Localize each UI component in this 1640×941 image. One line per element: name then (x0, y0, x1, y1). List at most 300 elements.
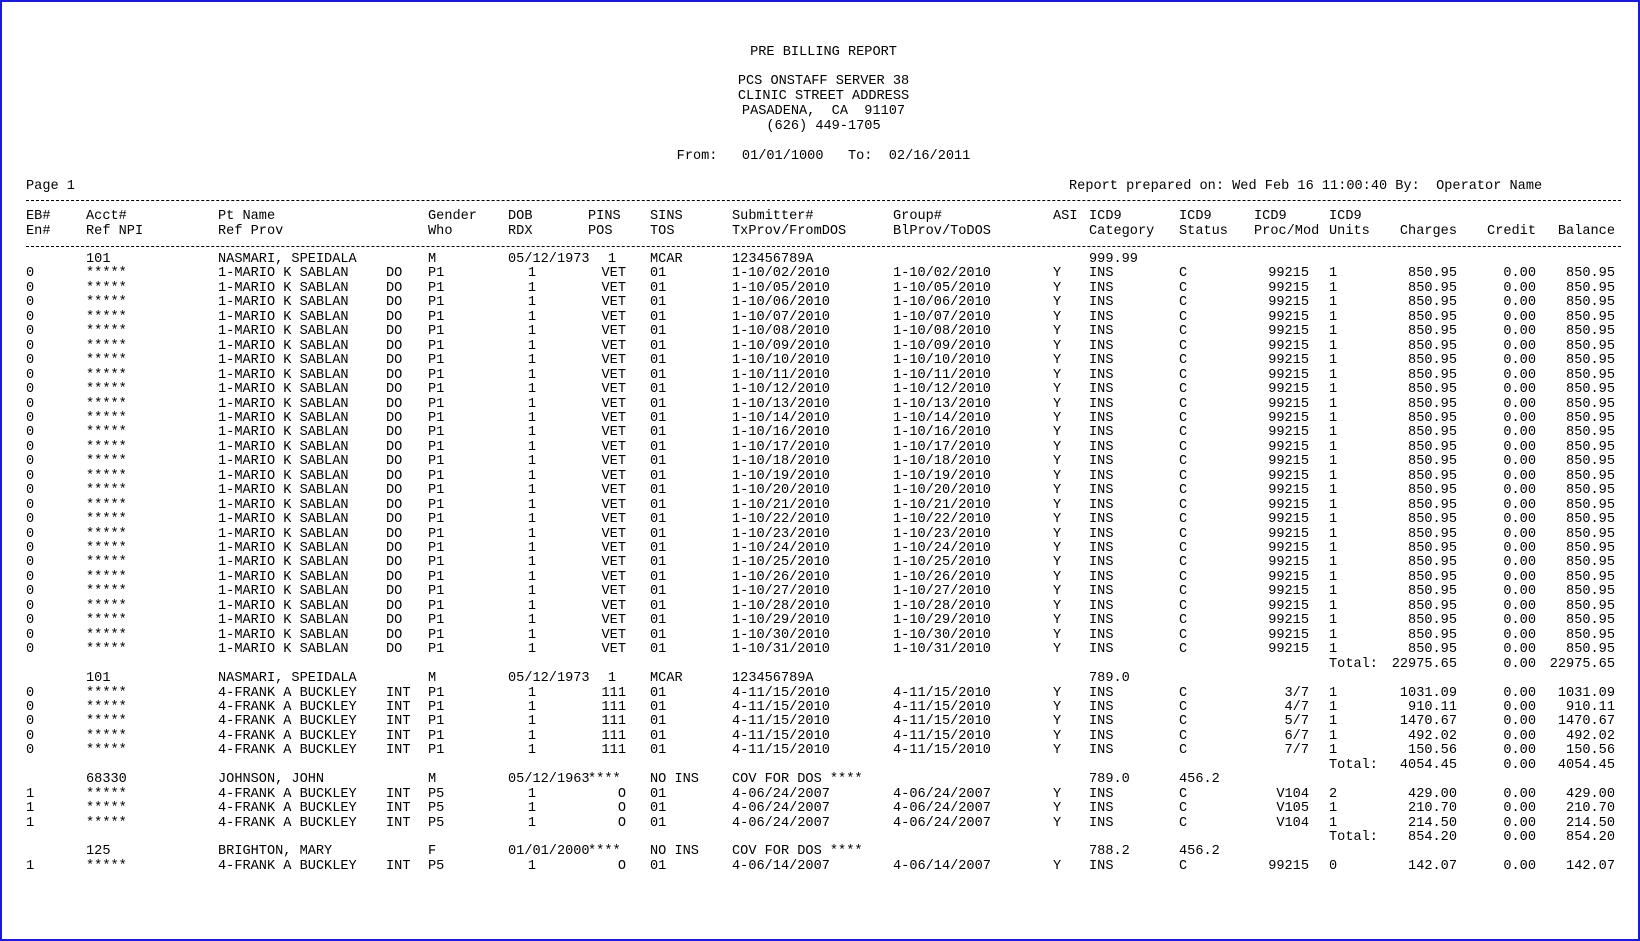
cell-submitter: 1-10/05/2010 (732, 280, 830, 296)
cell-ptname: 1-MARIO K SABLAN (218, 454, 349, 470)
cell-icd9c: 99215 (1268, 295, 1309, 311)
cell-icd9a: INS (1089, 382, 1114, 398)
cell-icd9a: INS (1089, 425, 1114, 441)
cell-icd9a: INS (1089, 699, 1114, 715)
cell-icd9d: 1 (1329, 815, 1338, 831)
cell-sins: MCAR (650, 252, 683, 267)
cell-icd9b: 456.2 (1179, 772, 1220, 788)
cell-charges: 850.95 (1408, 324, 1457, 340)
cell-deg: DO (386, 598, 403, 614)
cell-dob: 1 (527, 699, 536, 715)
cell-gender: P1 (428, 309, 445, 325)
column-header-sins: SINS (650, 209, 683, 224)
cell-acct: ***** (86, 613, 127, 629)
cell-ptname: NASMARI, SPEIDALA (218, 252, 357, 267)
cell-ptname: 1-MARIO K SABLAN (218, 410, 349, 426)
cell-eb: 0 (26, 714, 35, 730)
cell-icd9a: 789.0 (1089, 671, 1130, 687)
cell-gender: P1 (428, 497, 445, 513)
cell-icd9a: INS (1089, 280, 1114, 296)
cell-group: 1-10/06/2010 (893, 295, 991, 311)
cell-eb: 0 (26, 410, 35, 426)
cell-icd9c: 99215 (1268, 367, 1309, 383)
cell-credit: 0.00 (1503, 324, 1536, 340)
cell-charges: 850.95 (1408, 613, 1457, 629)
cell-group: 1-10/31/2010 (893, 642, 991, 658)
cell-deg: DO (386, 425, 403, 441)
cell-icd9a: INS (1089, 858, 1114, 874)
cell-group: 1-10/12/2010 (893, 382, 991, 398)
cell-icd9c: 99215 (1268, 266, 1309, 282)
cell-submitter: 1-10/02/2010 (732, 266, 830, 282)
cell-gender: P5 (428, 815, 445, 831)
cell-sins: 01 (650, 353, 667, 369)
cell-balance: 850.95 (1566, 526, 1615, 542)
cell-group: 1-10/20/2010 (893, 483, 991, 499)
cell-balance: 850.95 (1566, 613, 1615, 629)
cell-icd9c: 99215 (1268, 353, 1309, 369)
cell-group: 1-10/29/2010 (893, 613, 991, 629)
cell-group: 1-10/09/2010 (893, 338, 991, 354)
cell-group: 1-10/30/2010 (893, 627, 991, 643)
cell-credit: 0.00 (1503, 613, 1536, 629)
cell-dob: 1 (527, 728, 536, 744)
cell-credit: 0.00 (1503, 801, 1536, 817)
cell-ptname: 1-MARIO K SABLAN (218, 526, 349, 542)
cell-pins: VET (601, 598, 626, 614)
cell-icd9b: C (1179, 512, 1188, 528)
cell-balance: 850.95 (1566, 280, 1615, 296)
cell-icd9d: 1 (1329, 280, 1338, 296)
cell-credit: 0.00 (1503, 382, 1536, 398)
cell-ptname: 4-FRANK A BUCKLEY (218, 743, 357, 759)
cell-gender: P1 (428, 699, 445, 715)
cell-credit: 0.00 (1503, 526, 1536, 542)
cell-gender: P1 (428, 743, 445, 759)
cell-asi: Y (1053, 786, 1062, 802)
cell-asi: Y (1053, 541, 1062, 556)
cell-eb: 1 (26, 801, 35, 817)
cell-deg: INT (386, 699, 411, 715)
cell-credit: 0.00 (1503, 468, 1536, 484)
cell-asi: Y (1053, 815, 1062, 831)
cell-dob: 1 (527, 512, 536, 528)
cell-acct: ***** (86, 627, 127, 643)
cell-gender: M (428, 772, 437, 788)
cell-eb: 0 (26, 685, 35, 701)
cell-asi: Y (1053, 526, 1062, 542)
cell-icd9c: 7/7 (1284, 743, 1309, 759)
cell-balance: 850.95 (1566, 309, 1615, 325)
cell-sins: MCAR (650, 671, 683, 687)
cell-charges: 850.95 (1408, 410, 1457, 426)
cell-icd9a: INS (1089, 815, 1114, 831)
cell-sins: 01 (650, 598, 667, 614)
cell-icd9d: 1 (1329, 410, 1338, 426)
cell-dob: 1 (527, 382, 536, 398)
cell-icd9d: 1 (1329, 598, 1338, 614)
cell-icd9d: 1 (1329, 627, 1338, 643)
total-charges: 854.20 (1408, 830, 1457, 845)
cell-ptname: 1-MARIO K SABLAN (218, 353, 349, 369)
cell-acct: 68330 (86, 772, 127, 788)
cell-asi: Y (1053, 584, 1062, 600)
cell-sins: 01 (650, 266, 667, 282)
cell-balance: 850.95 (1566, 382, 1615, 398)
cell-balance: 850.95 (1566, 353, 1615, 369)
cell-deg: INT (386, 728, 411, 744)
cell-sins: NO INS (650, 844, 699, 860)
cell-balance: 850.95 (1566, 483, 1615, 499)
cell-gender: P1 (428, 714, 445, 730)
cell-group: 1-10/16/2010 (893, 425, 991, 441)
cell-icd9d: 1 (1329, 569, 1338, 585)
cell-submitter: 123456789A (732, 671, 814, 687)
cell-icd9d: 1 (1329, 512, 1338, 528)
column-header-ptname: Pt Name (218, 209, 276, 224)
cell-submitter: 4-11/15/2010 (732, 728, 830, 744)
cell-icd9d: 1 (1329, 367, 1338, 383)
cell-balance: 850.95 (1566, 266, 1615, 282)
cell-deg: DO (386, 280, 403, 296)
cell-acct: ***** (86, 699, 127, 715)
cell-acct: ***** (86, 728, 127, 744)
cell-asi: Y (1053, 714, 1062, 730)
cell-credit: 0.00 (1503, 569, 1536, 585)
cell-gender: P1 (428, 555, 445, 571)
cell-dob: 1 (527, 541, 536, 556)
cell-icd9b: C (1179, 743, 1188, 759)
cell-dob: 1 (527, 396, 536, 412)
cell-gender: P1 (428, 526, 445, 542)
cell-dob: 1 (527, 338, 536, 354)
cell-icd9b: C (1179, 598, 1188, 614)
cell-dob: 05/12/1973 (508, 252, 590, 267)
cell-eb: 0 (26, 353, 35, 369)
cell-balance: 850.95 (1566, 642, 1615, 658)
cell-submitter: 1-10/23/2010 (732, 526, 830, 542)
column-header-group: BlProv/ToDOS (893, 224, 991, 239)
cell-asi: Y (1053, 338, 1062, 354)
cell-eb: 1 (26, 815, 35, 831)
cell-gender: P1 (428, 295, 445, 311)
cell-sins: 01 (650, 642, 667, 658)
org-phone: (626) 449-1705 (766, 119, 881, 134)
cell-icd9a: INS (1089, 512, 1114, 528)
cell-ptname: 4-FRANK A BUCKLEY (218, 699, 357, 715)
table-row (26, 354, 1621, 369)
cell-icd9a: INS (1089, 526, 1114, 542)
cell-asi: Y (1053, 627, 1062, 643)
cell-dob: 1 (527, 324, 536, 340)
cell-gender: P5 (428, 786, 445, 802)
cell-charges: 850.95 (1408, 266, 1457, 282)
cell-ptname: 4-FRANK A BUCKLEY (218, 786, 357, 802)
cell-icd9c: 99215 (1268, 324, 1309, 340)
cell-acct: ***** (86, 266, 127, 282)
cell-charges: 850.95 (1408, 483, 1457, 499)
report-title: PRE BILLING REPORT (750, 45, 897, 60)
cell-pins: VET (601, 483, 626, 499)
cell-pins: VET (601, 569, 626, 585)
cell-deg: INT (386, 685, 411, 701)
cell-sins: 01 (650, 627, 667, 643)
cell-asi: Y (1053, 483, 1062, 499)
cell-acct: ***** (86, 858, 127, 874)
cell-charges: 142.07 (1408, 858, 1457, 874)
cell-eb: 0 (26, 555, 35, 571)
cell-icd9a: INS (1089, 295, 1114, 311)
cell-deg: DO (386, 555, 403, 571)
cell-deg: DO (386, 541, 403, 556)
cell-icd9a: INS (1089, 743, 1114, 759)
cell-pins: VET (601, 512, 626, 528)
cell-credit: 0.00 (1503, 280, 1536, 296)
cell-icd9d: 2 (1329, 786, 1338, 802)
cell-eb: 0 (26, 512, 35, 528)
patient-header-row (26, 773, 1621, 788)
cell-gender: P1 (428, 569, 445, 585)
cell-eb: 0 (26, 338, 35, 354)
cell-balance: 850.95 (1566, 598, 1615, 614)
cell-credit: 0.00 (1503, 266, 1536, 282)
column-header-sins: TOS (650, 224, 675, 239)
cell-dob: 1 (527, 584, 536, 600)
cell-icd9a: INS (1089, 410, 1114, 426)
patient-header-row (26, 672, 1621, 687)
cell-ptname: 4-FRANK A BUCKLEY (218, 714, 357, 730)
cell-acct: 125 (86, 844, 111, 860)
cell-group: 4-11/15/2010 (893, 728, 991, 744)
cell-dob: 1 (527, 815, 536, 831)
cell-gender: P1 (428, 468, 445, 484)
cell-sins: 01 (650, 555, 667, 571)
cell-eb: 0 (26, 324, 35, 340)
cell-ptname: 1-MARIO K SABLAN (218, 280, 349, 296)
cell-sins: 01 (650, 483, 667, 499)
cell-gender: P1 (428, 598, 445, 614)
cell-icd9c: 99215 (1268, 497, 1309, 513)
cell-sins: 01 (650, 468, 667, 484)
cell-icd9a: INS (1089, 324, 1114, 340)
cell-eb: 0 (26, 396, 35, 412)
cell-acct: ***** (86, 280, 127, 296)
cell-icd9d: 1 (1329, 584, 1338, 600)
cell-asi: Y (1053, 685, 1062, 701)
cell-acct: ***** (86, 295, 127, 311)
cell-icd9c: 99215 (1268, 512, 1309, 528)
cell-eb: 0 (26, 280, 35, 296)
cell-ptname: 1-MARIO K SABLAN (218, 425, 349, 441)
cell-balance: 1031.09 (1557, 685, 1615, 701)
cell-icd9b: C (1179, 555, 1188, 571)
cell-dob: 1 (527, 454, 536, 470)
cell-icd9b: C (1179, 280, 1188, 296)
cell-group: 1-10/11/2010 (893, 367, 991, 383)
cell-submitter: 1-10/27/2010 (732, 584, 830, 600)
cell-pins: O (617, 858, 626, 874)
cell-credit: 0.00 (1503, 295, 1536, 311)
cell-icd9a: INS (1089, 714, 1114, 730)
cell-dob: 1 (527, 266, 536, 282)
cell-credit: 0.00 (1503, 541, 1536, 556)
cell-credit: 0.00 (1503, 699, 1536, 715)
cell-icd9d: 1 (1329, 324, 1338, 340)
cell-icd9a: 789.0 (1089, 772, 1130, 788)
cell-icd9d: 1 (1329, 714, 1338, 730)
org-street: CLINIC STREET ADDRESS (737, 89, 910, 104)
cell-icd9a: INS (1089, 338, 1114, 354)
cell-dob: 1 (527, 497, 536, 513)
cell-credit: 0.00 (1503, 425, 1536, 441)
cell-icd9d: 1 (1329, 613, 1338, 629)
cell-balance: 850.95 (1566, 338, 1615, 354)
cell-pins: 1 (607, 671, 616, 687)
cell-icd9a: INS (1089, 266, 1114, 282)
cell-gender: P1 (428, 512, 445, 528)
column-header-balance: Balance (1557, 224, 1615, 239)
cell-deg: DO (386, 613, 403, 629)
cell-pins: 111 (601, 699, 626, 715)
cell-deg: INT (386, 714, 411, 730)
cell-icd9c: 99215 (1268, 569, 1309, 585)
cell-pins: VET (601, 555, 626, 571)
cell-asi: Y (1053, 728, 1062, 744)
cell-dob: 1 (527, 555, 536, 571)
table-row (26, 513, 1621, 528)
cell-eb: 0 (26, 584, 35, 600)
cell-acct: ***** (86, 367, 127, 383)
cell-dob: 1 (527, 743, 536, 759)
cell-ptname: 1-MARIO K SABLAN (218, 338, 349, 354)
cell-group: 4-11/15/2010 (893, 685, 991, 701)
cell-submitter: 4-06/24/2007 (732, 801, 830, 817)
cell-acct: ***** (86, 786, 127, 802)
cell-icd9c: 99215 (1268, 598, 1309, 614)
cell-eb: 0 (26, 728, 35, 744)
cell-sins: 01 (650, 815, 667, 831)
cell-gender: P1 (428, 454, 445, 470)
cell-charges: 850.95 (1408, 468, 1457, 484)
cell-submitter: 1-10/13/2010 (732, 396, 830, 412)
cell-balance: 429.00 (1566, 786, 1615, 802)
cell-charges: 850.95 (1408, 382, 1457, 398)
cell-deg: DO (386, 396, 403, 412)
cell-asi: Y (1053, 555, 1062, 571)
table-row (26, 643, 1621, 658)
cell-group: 1-10/02/2010 (893, 266, 991, 282)
cell-charges: 850.95 (1408, 584, 1457, 600)
cell-icd9b: 456.2 (1179, 844, 1220, 860)
cell-ptname: 1-MARIO K SABLAN (218, 382, 349, 398)
cell-submitter: 1-10/24/2010 (732, 541, 830, 556)
cell-icd9b: C (1179, 613, 1188, 629)
cell-icd9d: 1 (1329, 353, 1338, 369)
cell-icd9c: 99215 (1268, 382, 1309, 398)
cell-gender: P1 (428, 483, 445, 499)
cell-credit: 0.00 (1503, 439, 1536, 455)
cell-pins: VET (601, 382, 626, 398)
cell-ptname: 1-MARIO K SABLAN (218, 598, 349, 614)
cell-credit: 0.00 (1503, 786, 1536, 802)
cell-eb: 0 (26, 497, 35, 513)
column-header-asi: ASI (1053, 209, 1078, 224)
cell-submitter: 4-06/14/2007 (732, 858, 830, 874)
total-charges: 22975.65 (1391, 656, 1457, 672)
cell-sins: 01 (650, 699, 667, 715)
cell-eb: 0 (26, 743, 35, 759)
cell-pins: VET (601, 584, 626, 600)
cell-pins: 111 (601, 728, 626, 744)
cell-gender: P1 (428, 280, 445, 296)
cell-icd9d: 1 (1329, 338, 1338, 354)
cell-group: 1-10/21/2010 (893, 497, 991, 513)
cell-group: 1-10/07/2010 (893, 309, 991, 325)
cell-submitter: 1-10/20/2010 (732, 483, 830, 499)
cell-pins: 111 (601, 714, 626, 730)
cell-acct: ***** (86, 815, 127, 831)
cell-submitter: 1-10/26/2010 (732, 569, 830, 585)
cell-balance: 150.56 (1566, 743, 1615, 759)
cell-charges: 850.95 (1408, 439, 1457, 455)
cell-sins: 01 (650, 454, 667, 470)
cell-gender: P1 (428, 396, 445, 412)
cell-icd9b: C (1179, 367, 1188, 383)
cell-deg: DO (386, 454, 403, 470)
cell-icd9c: 99215 (1268, 555, 1309, 571)
cell-asi: Y (1053, 801, 1062, 817)
cell-submitter: 1-10/31/2010 (732, 642, 830, 658)
cell-icd9b: C (1179, 295, 1188, 311)
cell-credit: 0.00 (1503, 497, 1536, 513)
cell-icd9c: 99215 (1268, 541, 1309, 556)
cell-deg: INT (386, 815, 411, 831)
cell-gender: P1 (428, 425, 445, 441)
cell-charges: 850.95 (1408, 295, 1457, 311)
cell-sins: 01 (650, 309, 667, 325)
cell-icd9c: 99215 (1268, 410, 1309, 426)
cell-acct: ***** (86, 425, 127, 441)
cell-sins: 01 (650, 526, 667, 542)
cell-icd9d: 1 (1329, 541, 1338, 556)
cell-pins: VET (601, 613, 626, 629)
cell-charges: 850.95 (1408, 642, 1457, 658)
cell-ptname: JOHNSON, JOHN (218, 772, 325, 788)
cell-dob: 1 (527, 598, 536, 614)
cell-icd9b: C (1179, 396, 1188, 412)
total-credit: 0.00 (1503, 656, 1536, 672)
cell-deg: DO (386, 382, 403, 398)
cell-group: 1-10/05/2010 (893, 280, 991, 296)
cell-icd9c: 99215 (1268, 483, 1309, 499)
cell-icd9d: 1 (1329, 483, 1338, 499)
cell-deg: DO (386, 468, 403, 484)
cell-deg: INT (386, 801, 411, 817)
cell-group: 1-10/28/2010 (893, 598, 991, 614)
cell-sins: 01 (650, 714, 667, 730)
cell-pins: VET (601, 324, 626, 340)
cell-deg: INT (386, 786, 411, 802)
cell-group: 1-10/13/2010 (893, 396, 991, 412)
cell-icd9d: 1 (1329, 266, 1338, 282)
cell-icd9b: C (1179, 382, 1188, 398)
cell-pins: VET (601, 497, 626, 513)
cell-submitter: 1-10/17/2010 (732, 439, 830, 455)
cell-icd9a: INS (1089, 613, 1114, 629)
cell-icd9c: V105 (1276, 801, 1309, 817)
cell-group: 1-10/25/2010 (893, 555, 991, 571)
column-header-pins: POS (588, 224, 613, 239)
